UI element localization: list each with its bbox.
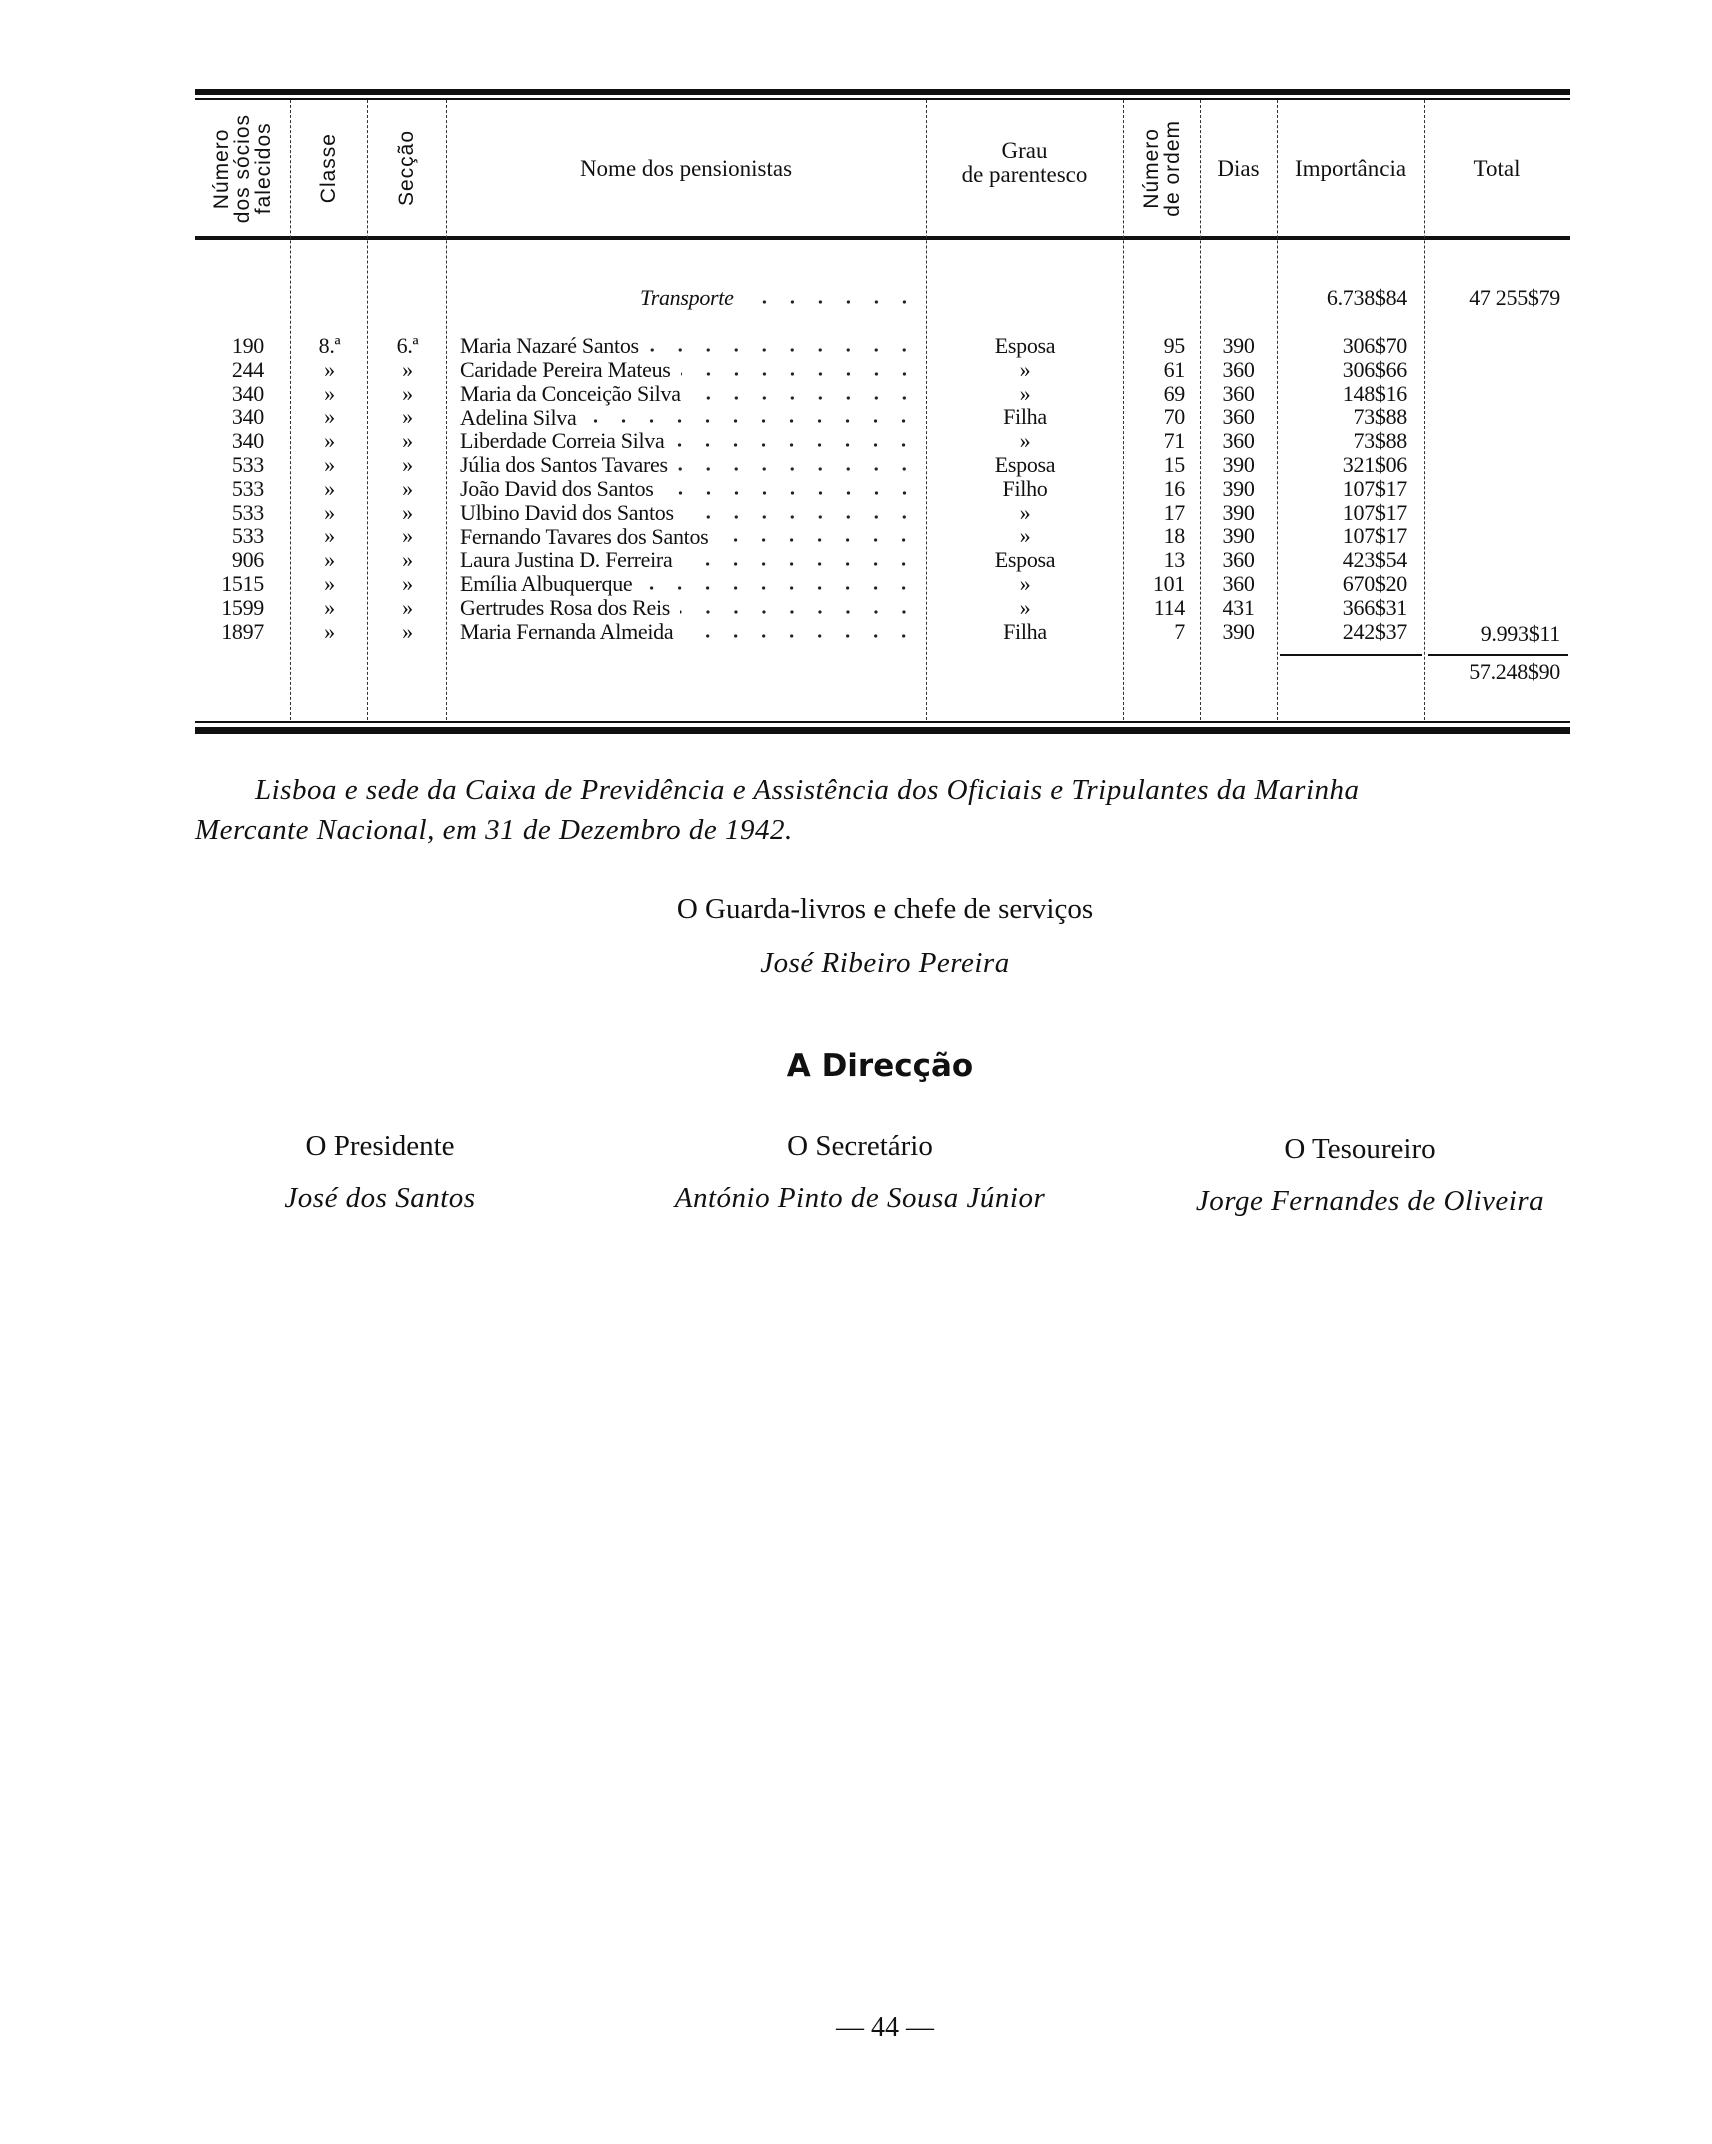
socio-number: 340 [231,428,264,454]
classe: » [324,356,335,382]
grau-parentesco: Esposa [994,452,1056,477]
header-nome [446,100,926,237]
transporte-importancia: 6.738$84 [1326,285,1407,310]
dias: 390 [1222,618,1255,644]
importancia: 366$31 [1342,594,1407,620]
classe: » [324,452,335,477]
importancia: 321$06 [1342,452,1407,477]
dot-leader [664,491,918,495]
socio-number: 533 [231,452,264,477]
grau-parentesco: Filha [1003,618,1047,644]
dot-leader [684,515,918,519]
dot-leader [681,372,918,376]
pensioner-name-text: Maria Nazaré Santos [460,333,639,359]
grau-parentesco: Filho [1002,475,1048,501]
pensioner-name [460,405,922,429]
pensioner-name-text: Fernando Tavares dos Santos [460,523,709,549]
numero-ordem: 18 [1163,523,1185,549]
header-classe-label: Classe [317,133,340,204]
classe: » [324,594,335,620]
direction-heading: A Direcção [786,1048,974,1084]
importancia: 73$88 [1353,428,1407,454]
seccao: » [402,380,413,406]
closing-line2: Mercante Nacional, em 31 de Dezembro de 1942. [195,814,793,846]
pensioner-name-text: João David dos Santos [460,476,654,501]
pensioner-name [460,334,922,358]
seccao: » [402,356,413,382]
dias: 360 [1222,571,1255,596]
importancia: 148$16 [1342,380,1407,406]
header-seccao-label: Secção [395,130,418,207]
pensioner-name [460,572,922,596]
dot-leader [691,396,918,400]
dot-leader [718,538,918,542]
numero-ordem: 61 [1163,356,1185,382]
grau-parentesco: Filha [1003,404,1047,430]
pensioner-name-text: Laura Justina D. Ferreira [460,547,673,573]
dias: 431 [1222,594,1255,620]
pensioner-name-text: Gertrudes Rosa dos Reis [460,595,671,620]
numero-ordem: 71 [1163,428,1185,454]
pensioner-name [460,524,922,548]
pensioner-name-text: Maria Fernanda Almeida [460,618,674,644]
grau-parentesco: » [1019,356,1031,382]
transporte-total: 47 255$79 [1469,285,1560,310]
grau-parentesco: » [1019,380,1031,406]
socio-number: 533 [231,475,264,501]
seccao: » [402,594,413,620]
grau-parentesco: Esposa [994,547,1056,573]
pensioner-name [460,453,922,477]
numero-ordem: 70 [1163,404,1185,430]
header-socios-line2: dos sócios [231,113,254,224]
numero-ordem: 114 [1153,594,1185,620]
header-total [1424,100,1570,237]
importancia: 670$20 [1342,571,1407,596]
total-sum-rule [1428,654,1568,656]
dot-leader [678,467,918,471]
socio-number: 533 [231,499,264,525]
classe: 8.ª [318,333,341,358]
importancia: 107$17 [1342,523,1407,549]
classe: » [324,547,335,573]
grand-total: 57.248$90 [1469,659,1560,684]
seccao: 6.ª [396,333,419,358]
officer-treasurer-name: Jorge Fernandes de Oliveira [1195,1185,1545,1217]
dias: 360 [1222,404,1255,430]
dot-leader [586,419,918,423]
numero-ordem: 13 [1163,547,1185,573]
seccao: » [402,404,413,430]
seccao: » [402,452,413,477]
header-socios-line3: falecidos [252,122,275,215]
socio-number: 340 [231,380,264,406]
socio-number: 1897 [221,618,264,644]
grau-parentesco: » [1019,428,1031,454]
seccao: » [402,499,413,525]
officer-president-name: José dos Santos [284,1182,476,1214]
pensioner-name [460,501,922,525]
pensioner-name [460,548,922,572]
classe: » [324,475,335,501]
officer-president-title: O Presidente [305,1130,455,1162]
importancia-sum-rule [1280,654,1422,656]
pensioner-name-text: Adelina Silva [460,404,577,430]
header-grau [926,100,1123,237]
officer-treasurer-title: O Tesoureiro [1284,1133,1436,1165]
dot-leader [680,610,918,614]
seccao: » [402,475,413,501]
dias: 390 [1222,475,1255,501]
dot-leader [744,300,918,304]
grau-parentesco: Esposa [994,333,1056,358]
header-nome-label: Nome dos pensionistas [579,155,793,181]
dias: 360 [1222,380,1255,406]
socio-number: 340 [231,404,264,430]
pensioner-name-text: Caridade Pereira Mateus [460,357,671,382]
importancia: 423$54 [1342,547,1407,573]
officer-secretary-title: O Secretário [787,1130,933,1162]
classe: » [324,404,335,430]
numero-ordem: 69 [1163,380,1185,406]
importancia: 306$70 [1342,333,1407,358]
header-ordem-line2: de ordem [1160,120,1184,217]
seccao: » [402,618,413,644]
socio-number: 1515 [221,571,264,596]
header-ordem-line1: Número [1139,128,1163,209]
numero-ordem: 17 [1163,499,1185,525]
header-total-label: Total [1473,155,1521,181]
socio-number: 533 [231,523,264,549]
pensioner-name-text: Júlia dos Santos Tavares [460,452,668,478]
grau-parentesco: » [1019,594,1031,620]
pensioner-name [460,429,922,453]
seccao: » [402,523,413,549]
pensioner-name [460,596,922,620]
table-bottom-thin-rule [195,721,1570,723]
classe: » [324,523,335,549]
dot-leader [642,586,918,590]
numero-ordem: 95 [1163,333,1185,358]
header-importancia-label: Importância [1294,155,1407,181]
header-grau-line2: de parentesco [961,161,1088,187]
header-numero-ordem [1123,100,1200,237]
dias: 390 [1222,333,1255,358]
importancia: 107$17 [1342,475,1407,501]
seccao: » [402,428,413,454]
pensioner-name-text: Emília Albuquerque [460,571,633,597]
classe: » [324,571,335,596]
pensioner-name-text: Maria da Conceição Silva [460,380,681,406]
grau-parentesco: » [1019,523,1031,549]
header-seccao [367,100,446,237]
dot-leader [674,443,918,447]
transporte-label: Transporte [640,285,734,311]
pensioner-name [460,382,922,406]
numero-ordem: 7 [1174,618,1185,644]
classe: » [324,499,335,525]
seccao: » [402,547,413,573]
dias: 360 [1222,356,1255,382]
header-classe [290,100,367,237]
dot-leader [682,562,918,566]
dias: 360 [1222,428,1255,454]
grau-parentesco: » [1019,571,1031,596]
numero-ordem: 15 [1163,452,1185,477]
pensioner-name-text: Liberdade Correia Silva [460,428,665,454]
dias: 360 [1222,547,1255,573]
closing-line1: Lisboa e sede da Caixa de Previdência e Assistência dos Oficiais e Tripulantes da Marinha [255,774,1360,806]
dot-leader [683,634,918,638]
header-grau-line1: Grau [1001,137,1048,163]
table-top-thick-rule [195,89,1570,95]
importancia: 242$37 [1342,618,1407,644]
numero-ordem: 16 [1163,475,1185,501]
table-bottom-thick-rule [195,727,1570,734]
socio-number: 906 [231,547,264,573]
socio-number: 1599 [221,594,264,620]
pensioner-name-text: Ulbino David dos Santos [460,499,674,525]
header-importancia [1277,100,1424,237]
bookkeeper-name: José Ribeiro Pereira [760,947,1010,979]
officer-secretary-name: António Pinto de Sousa Júnior [674,1182,1046,1214]
page-number: — 44 — [836,2012,934,2043]
pensioner-name [460,358,922,382]
dias: 390 [1222,523,1255,549]
dias: 390 [1222,499,1255,525]
transporte-row-label [640,286,922,310]
bookkeeper-title: O Guarda-livros e chefe de serviços [676,893,1094,925]
header-numero-socios [195,100,290,237]
header-dias-label: Dias [1217,155,1260,181]
classe: » [324,380,335,406]
header-dias [1200,100,1277,237]
seccao: » [402,571,413,596]
dot-leader [649,348,918,352]
socio-number: 244 [231,356,264,382]
subtotal: 9.993$11 [1480,621,1560,646]
dias: 390 [1222,452,1255,477]
classe: » [324,618,335,644]
header-socios-line1: Número [210,128,233,209]
numero-ordem: 101 [1152,571,1185,596]
classe: » [324,428,335,454]
importancia: 107$17 [1342,499,1407,525]
pensioner-name [460,477,922,501]
importancia: 306$66 [1342,356,1407,382]
pensioner-name [460,620,922,644]
grau-parentesco: » [1019,499,1031,525]
socio-number: 190 [231,333,264,358]
importancia: 73$88 [1353,404,1407,430]
